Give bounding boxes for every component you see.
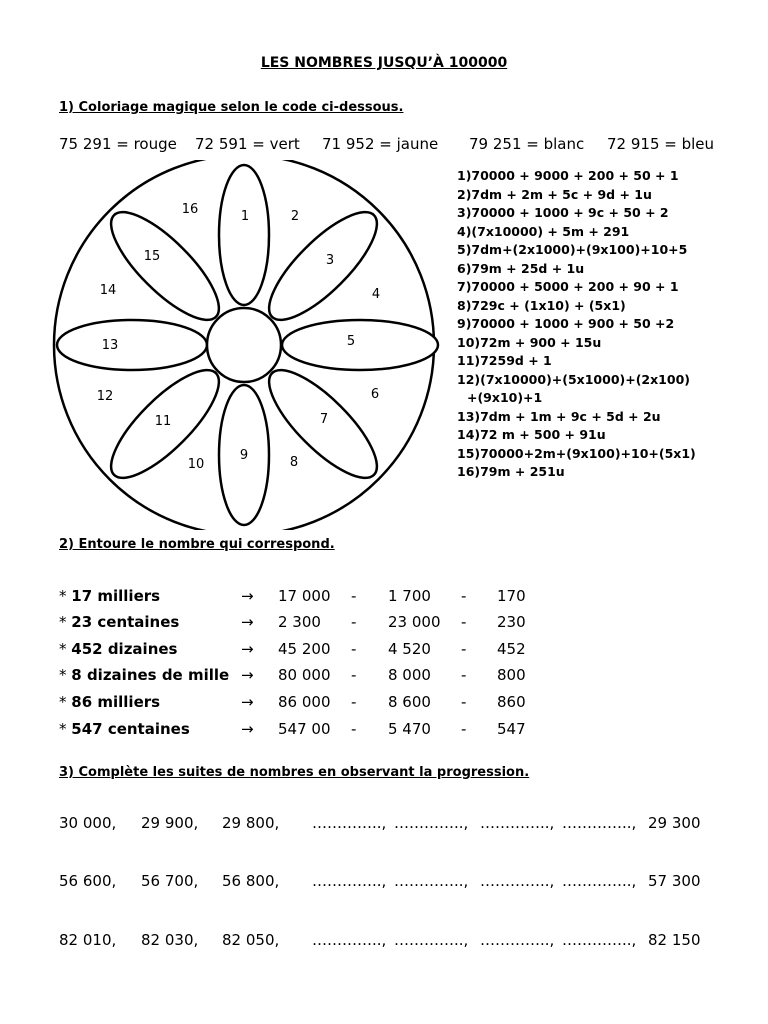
arrow: → bbox=[241, 587, 254, 605]
equation-item: 10)72m + 900 + 15u bbox=[457, 335, 602, 350]
equation-item: 5)7dm+(2x1000)+(9x100)+10+5 bbox=[457, 242, 688, 257]
match-row: * 17 milliers bbox=[59, 587, 161, 605]
choice-a[interactable]: 547 00 bbox=[278, 720, 331, 738]
blank-field[interactable]: ………….., bbox=[562, 931, 637, 949]
choice-a[interactable]: 17 000 bbox=[278, 587, 331, 605]
dash: - bbox=[351, 666, 357, 684]
blank-field[interactable]: ………….., bbox=[562, 814, 637, 832]
choice-a[interactable]: 86 000 bbox=[278, 693, 331, 711]
petal-number: 3 bbox=[325, 253, 335, 268]
choice-c[interactable]: 800 bbox=[497, 666, 526, 684]
sequence-value: 29 300 bbox=[648, 814, 701, 832]
blank-field[interactable]: ………….., bbox=[480, 814, 555, 832]
color-code-bleu: 72 915 = bleu bbox=[607, 135, 715, 153]
petal-number: 12 bbox=[96, 389, 114, 404]
equation-item: 4)(7x10000) + 5m + 291 bbox=[457, 224, 630, 239]
dash: - bbox=[461, 613, 467, 631]
arrow: → bbox=[241, 720, 254, 738]
petal-number: 11 bbox=[154, 414, 172, 429]
dash: - bbox=[461, 720, 467, 738]
petal-number: 4 bbox=[371, 287, 381, 302]
equation-item: 14)72 m + 500 + 91u bbox=[457, 427, 606, 442]
sequence-value: 30 000, bbox=[59, 814, 117, 832]
choice-c[interactable]: 547 bbox=[497, 720, 526, 738]
match-row: * 8 dizaines de mille bbox=[59, 666, 230, 684]
equation-item: 11)7259d + 1 bbox=[457, 353, 552, 368]
section-3-heading: 3) Complète les suites de nombres en observant la progression. bbox=[59, 765, 530, 780]
petal-number: 14 bbox=[99, 283, 117, 298]
choice-b[interactable]: 5 470 bbox=[388, 720, 431, 738]
choice-a[interactable]: 2 300 bbox=[278, 613, 321, 631]
choice-b[interactable]: 1 700 bbox=[388, 587, 431, 605]
petal-top[interactable] bbox=[219, 165, 269, 305]
arrow: → bbox=[241, 666, 254, 684]
equation-item: 3)70000 + 1000 + 9c + 50 + 2 bbox=[457, 205, 669, 220]
choice-c[interactable]: 860 bbox=[497, 693, 526, 711]
choice-b[interactable]: 23 000 bbox=[388, 613, 441, 631]
choice-a[interactable]: 45 200 bbox=[278, 640, 331, 658]
dash: - bbox=[461, 640, 467, 658]
equation-item: 1)70000 + 9000 + 200 + 50 + 1 bbox=[457, 168, 679, 183]
petal-number: 5 bbox=[346, 334, 356, 349]
equation-item: 8)729c + (1x10) + (5x1) bbox=[457, 298, 626, 313]
section-1-heading: 1) Coloriage magique selon le code ci-dessous. bbox=[59, 100, 404, 115]
sequence-value: 29 800, bbox=[222, 814, 280, 832]
petal-number: 2 bbox=[290, 209, 300, 224]
color-code-jaune: 71 952 = jaune bbox=[322, 135, 439, 153]
equation-item: 15)70000+2m+(9x100)+10+(5x1) bbox=[457, 446, 696, 461]
petal-number: 16 bbox=[181, 202, 199, 217]
sequence-value: 57 300 bbox=[648, 872, 701, 890]
arrow: → bbox=[241, 693, 254, 711]
sequence-value: 56 600, bbox=[59, 872, 117, 890]
petal-right[interactable] bbox=[282, 320, 438, 370]
equation-item: 12)(7x10000)+(5x1000)+(2x100) bbox=[457, 372, 690, 387]
sequence-value: 82 050, bbox=[222, 931, 280, 949]
blank-field[interactable]: ………….., bbox=[312, 872, 387, 890]
petal-number: 15 bbox=[143, 249, 161, 264]
blank-field[interactable]: ………….., bbox=[312, 931, 387, 949]
equation-item: 2)7dm + 2m + 5c + 9d + 1u bbox=[457, 187, 652, 202]
choice-c[interactable]: 170 bbox=[497, 587, 526, 605]
blank-field[interactable]: ………….., bbox=[312, 814, 387, 832]
arrow: → bbox=[241, 640, 254, 658]
match-row: * 452 dizaines bbox=[59, 640, 178, 658]
page-title: LES NOMBRES JUSQU’À 100000 bbox=[260, 55, 508, 71]
dash: - bbox=[351, 587, 357, 605]
sequence-value: 82 030, bbox=[141, 931, 199, 949]
equation-item: 16)79m + 251u bbox=[457, 464, 565, 479]
petal-number: 6 bbox=[370, 387, 380, 402]
petal-number: 13 bbox=[101, 338, 119, 353]
arrow: → bbox=[241, 613, 254, 631]
section-2-heading: 2) Entoure le nombre qui correspond. bbox=[59, 537, 335, 552]
choice-c[interactable]: 230 bbox=[497, 613, 526, 631]
equation-item: 6)79m + 25d + 1u bbox=[457, 261, 585, 276]
dash: - bbox=[461, 693, 467, 711]
petal-left[interactable] bbox=[57, 320, 207, 370]
color-code-blanc: 79 251 = blanc bbox=[469, 135, 585, 153]
blank-field[interactable]: ………….., bbox=[394, 814, 469, 832]
dash: - bbox=[461, 666, 467, 684]
match-row: * 86 milliers bbox=[59, 693, 161, 711]
coloring-flower bbox=[50, 160, 450, 530]
petal-number: 10 bbox=[187, 457, 205, 472]
choice-b[interactable]: 8 000 bbox=[388, 666, 431, 684]
petal-number: 8 bbox=[289, 455, 299, 470]
dash: - bbox=[351, 720, 357, 738]
petal-number: 1 bbox=[240, 209, 250, 224]
choice-b[interactable]: 8 600 bbox=[388, 693, 431, 711]
sequence-value: 82 010, bbox=[59, 931, 117, 949]
dash: - bbox=[351, 613, 357, 631]
sequence-value: 56 800, bbox=[222, 872, 280, 890]
equation-item: +(9x10)+1 bbox=[467, 390, 543, 405]
color-code-vert: 72 591 = vert bbox=[195, 135, 300, 153]
petal-number: 7 bbox=[319, 412, 329, 427]
sequence-value: 29 900, bbox=[141, 814, 199, 832]
dash: - bbox=[351, 693, 357, 711]
blank-field[interactable]: ………….., bbox=[562, 872, 637, 890]
blank-field[interactable]: ………….., bbox=[480, 931, 555, 949]
match-row: * 547 centaines bbox=[59, 720, 190, 738]
dash: - bbox=[461, 587, 467, 605]
choice-b[interactable]: 4 520 bbox=[388, 640, 431, 658]
equation-item: 9)70000 + 1000 + 900 + 50 +2 bbox=[457, 316, 675, 331]
color-code-rouge: 75 291 = rouge bbox=[59, 135, 177, 153]
equation-item: 7)70000 + 5000 + 200 + 90 + 1 bbox=[457, 279, 679, 294]
dash: - bbox=[351, 640, 357, 658]
blank-field[interactable]: ………….., bbox=[394, 931, 469, 949]
center-circle[interactable] bbox=[207, 308, 281, 382]
sequence-value: 56 700, bbox=[141, 872, 199, 890]
choice-a[interactable]: 80 000 bbox=[278, 666, 331, 684]
match-row: * 23 centaines bbox=[59, 613, 180, 631]
blank-field[interactable]: ………….., bbox=[480, 872, 555, 890]
sequence-value: 82 150 bbox=[648, 931, 701, 949]
blank-field[interactable]: ………….., bbox=[394, 872, 469, 890]
petal-number: 9 bbox=[239, 448, 249, 463]
equation-item: 13)7dm + 1m + 9c + 5d + 2u bbox=[457, 409, 661, 424]
choice-c[interactable]: 452 bbox=[497, 640, 526, 658]
